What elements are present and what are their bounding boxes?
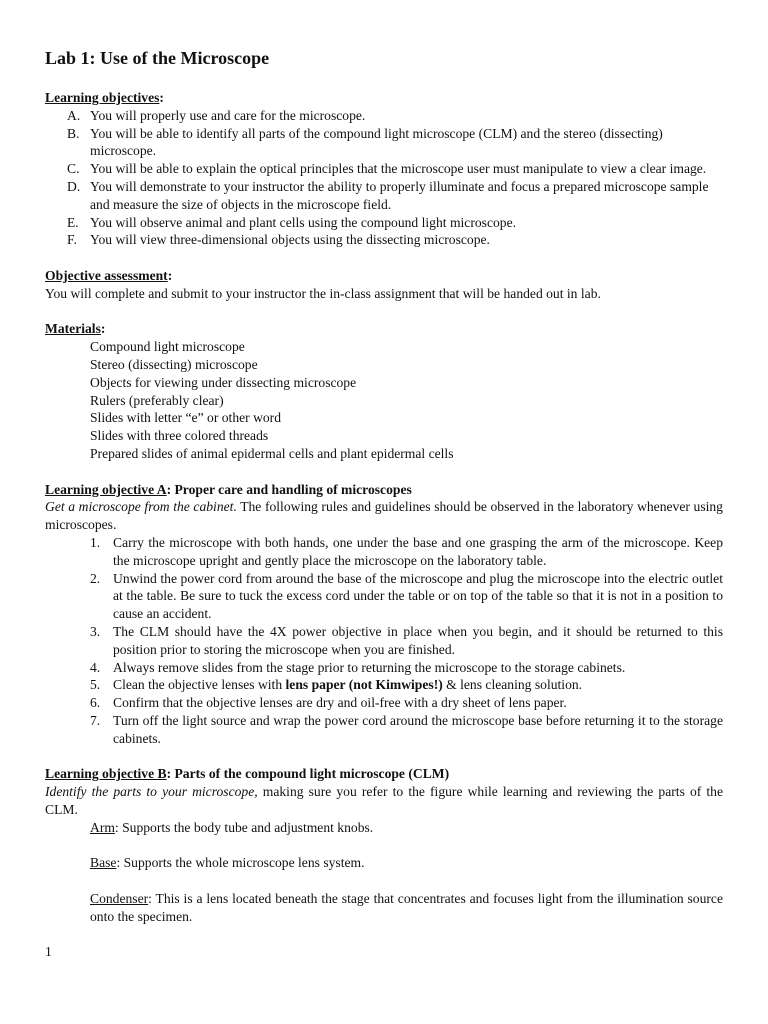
- list-item: 3. The CLM should have the 4X power objective in place when you begin, and it should be returned to this position prior to storing the microscope when you are finished.: [90, 623, 723, 657]
- term-arm: Arm: Supports the body tube and adjustment knobs.: [90, 819, 374, 835]
- learning-objectives-heading: Learning objectives:: [45, 90, 164, 105]
- material-item: Slides with three colored threads: [90, 428, 269, 444]
- objective-b-section: [45, 765, 723, 925]
- assessment-text: You will complete and submit to your instructor the in-class assignment that will be handed out in lab.: [45, 285, 601, 301]
- materials-section: [45, 320, 723, 462]
- objective-a-heading: Learning objective A: Proper care and handling of microscopes: [45, 481, 412, 497]
- list-item: F. You will view three-dimensional objects using the dissecting microscope.: [67, 232, 490, 248]
- page-number: 1: [45, 944, 52, 959]
- list-item: D. You will demonstrate to your instructor the ability to properly illuminate and focus a prepared microscope sample and measure the size of objects in the microscope field.: [67, 178, 709, 212]
- list-item: 1. Carry the microscope with both hands, one under the base and one grasping the arm of the microscope. Keep the microscope upright and gently place the microscope on the laboratory table.: [90, 534, 723, 568]
- material-item: Slides with letter “e” or other word: [90, 410, 282, 426]
- care-rules-list: [45, 534, 723, 748]
- materials-heading: Materials:: [45, 321, 106, 337]
- list-item: 2. Unwind the power cord from around the base of the microscope and plug the microscope into the electric outlet at the table. Be sure to tuck the excess cord under the table or on top of the table so that it is not in a position to cause an accident.: [90, 570, 723, 622]
- objective-a-section: [45, 481, 723, 748]
- list-item: 6. Confirm that the objective lenses are dry and oil-free with a dry sheet of lens paper.: [90, 695, 567, 711]
- list-item: E. You will observe animal and plant cells using the compound light microscope.: [67, 214, 516, 230]
- material-item: Compound light microscope: [90, 339, 245, 355]
- material-item: Stereo (dissecting) microscope: [90, 356, 258, 372]
- assessment-section: [45, 267, 723, 303]
- list-item: 5. Clean the objective lenses with lens paper (not Kimwipes!) & lens cleaning solution.: [90, 677, 583, 693]
- page-title: Lab 1: Use of the Microscope: [45, 48, 270, 68]
- term-base: Base: Supports the whole microscope lens system.: [90, 855, 365, 871]
- document-page: [45, 46, 723, 925]
- material-item: Rulers (preferably clear): [90, 392, 224, 408]
- objective-b-heading: Learning objective B: Parts of the compound light microscope (CLM): [45, 766, 450, 782]
- list-item: A. You will properly use and care for the microscope.: [67, 107, 366, 123]
- list-item: 4. Always remove slides from the stage prior to returning the microscope to the storage cabinets.: [90, 659, 626, 675]
- list-item: 7. Turn off the light source and wrap the power cord around the microscope base before returning it to the storage cabinets.: [90, 712, 723, 746]
- assessment-heading: Objective assessment:: [45, 267, 173, 283]
- term-condenser: Condenser: This is a lens located beneath the stage that concentrates and focuses light from the illumination source onto the specimen.: [90, 890, 723, 924]
- learning-objectives-list: [45, 107, 723, 249]
- material-item: Prepared slides of animal epidermal cells and plant epidermal cells: [90, 445, 454, 461]
- material-item: Objects for viewing under dissecting microscope: [90, 374, 357, 390]
- learning-objectives-section: [45, 89, 723, 249]
- objective-b-intro: Identify the parts to your microscope, making sure you refer to the figure while learning and reviewing the parts of the CLM.: [45, 784, 723, 817]
- objective-a-intro: Get a microscope from the cabinet. The following rules and guidelines should be observed in the laboratory whenever using microscopes.: [45, 499, 723, 533]
- list-item: C. You will be able to explain the optical principles that the microscope user must manipulate to view a clear image.: [67, 161, 707, 177]
- list-item: B. You will be able to identify all parts of the compound light microscope (CLM) and the stereo (dissecting) microscope.: [67, 125, 663, 159]
